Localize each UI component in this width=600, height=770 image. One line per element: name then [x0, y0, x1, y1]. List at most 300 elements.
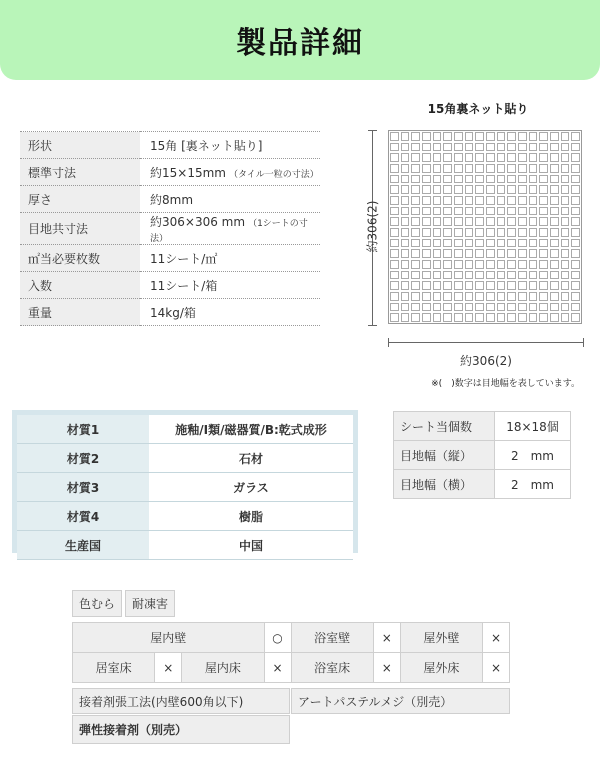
- usage-mark: ×: [264, 653, 291, 683]
- tile-cell: [411, 132, 420, 141]
- tile-cell: [550, 153, 559, 162]
- tile-cell: [539, 260, 548, 269]
- material-row: [17, 473, 353, 502]
- material-value: 施釉/I類/磁器質/B:乾式成形: [149, 415, 353, 444]
- tile-cell: [561, 303, 570, 312]
- tile-cell: [561, 132, 570, 141]
- tile-cell: [561, 207, 570, 216]
- tile-cell: [422, 143, 431, 152]
- spec-value: 11シート/箱: [140, 272, 320, 299]
- tile-cell: [465, 228, 474, 237]
- spec-row: [20, 272, 320, 299]
- adhesive-product: アートパステルメジ（別売）: [291, 688, 510, 714]
- tile-cell: [411, 153, 420, 162]
- tile-cell: [411, 228, 420, 237]
- tile-cell: [454, 281, 463, 290]
- usage-mark: ×: [483, 653, 510, 683]
- tile-cell: [443, 132, 452, 141]
- tile-cell: [454, 153, 463, 162]
- tile-cell: [475, 132, 484, 141]
- tile-cell: [550, 143, 559, 152]
- material-row: [17, 502, 353, 531]
- tile-cell: [390, 207, 399, 216]
- tile-cell: [518, 271, 527, 280]
- tile-cell: [443, 196, 452, 205]
- tile-cell: [486, 239, 495, 248]
- tile-cell: [475, 175, 484, 184]
- tile-cell: [465, 196, 474, 205]
- tile-cell: [529, 249, 538, 258]
- tile-cell: [390, 175, 399, 184]
- tile-cell: [550, 313, 559, 322]
- spec-label: 入数: [20, 272, 140, 299]
- tile-cell: [486, 207, 495, 216]
- tile-cell: [443, 313, 452, 322]
- tile-cell: [465, 271, 474, 280]
- material-label: 材質1: [17, 415, 149, 444]
- spec-note: （1シートの寸法）: [150, 219, 308, 244]
- tile-cell: [539, 249, 548, 258]
- tile-cell: [401, 228, 410, 237]
- tile-cell: [486, 175, 495, 184]
- usage-mark: ×: [483, 623, 510, 653]
- elastic-adhesive: 弾性接着剤（別売）: [72, 715, 290, 744]
- tile-cell: [550, 164, 559, 173]
- tile-cell: [390, 143, 399, 152]
- tile-cell: [561, 249, 570, 258]
- tile-cell: [518, 228, 527, 237]
- tile-cell: [497, 249, 506, 258]
- tile-cell: [411, 217, 420, 226]
- tile-cell: [529, 239, 538, 248]
- tile-cell: [550, 217, 559, 226]
- tile-cell: [454, 217, 463, 226]
- tile-cell: [518, 303, 527, 312]
- tile-cell: [539, 196, 548, 205]
- spec-row: [20, 213, 320, 245]
- tile-cell: [465, 185, 474, 194]
- tile-cell: [497, 228, 506, 237]
- tile-cell: [401, 196, 410, 205]
- tile-cell: [454, 303, 463, 312]
- tile-cell: [390, 281, 399, 290]
- tile-cell: [561, 271, 570, 280]
- usage-table: [72, 622, 510, 683]
- tile-cell: [497, 239, 506, 248]
- tile-cell: [539, 217, 548, 226]
- tile-cell: [422, 153, 431, 162]
- tile-cell: [475, 143, 484, 152]
- tile-cell: [433, 271, 442, 280]
- tile-cell: [422, 271, 431, 280]
- tile-cell: [422, 175, 431, 184]
- tile-cell: [507, 164, 516, 173]
- tile-cell: [497, 217, 506, 226]
- tile-cell: [571, 313, 580, 322]
- tile-cell: [475, 217, 484, 226]
- tile-cell: [443, 153, 452, 162]
- usage-mark: ×: [155, 653, 182, 683]
- tile-cell: [443, 185, 452, 194]
- tile-cell: [475, 292, 484, 301]
- spec-value: 約15×15mm （タイル一粒の寸法）: [140, 159, 320, 186]
- tile-cell: [486, 281, 495, 290]
- tile-cell: [497, 281, 506, 290]
- tile-cell: [497, 153, 506, 162]
- tile-cell: [390, 313, 399, 322]
- tile-cell: [390, 196, 399, 205]
- tile-cell: [411, 292, 420, 301]
- tile-cell: [497, 196, 506, 205]
- tile-cell: [433, 260, 442, 269]
- tile-cell: [529, 185, 538, 194]
- material-value: 樹脂: [149, 502, 353, 531]
- tile-cell: [443, 175, 452, 184]
- material-row: [17, 444, 353, 473]
- tile-cell: [422, 292, 431, 301]
- tile-cell: [465, 143, 474, 152]
- spec-label: 標準寸法: [20, 159, 140, 186]
- spec-value: 11シート/㎡: [140, 245, 320, 272]
- tile-cell: [550, 132, 559, 141]
- tile-cell: [518, 313, 527, 322]
- page-title: 製品詳細: [236, 26, 364, 61]
- tile-cell: [422, 228, 431, 237]
- sheet-label: 目地幅（縦）: [394, 441, 495, 470]
- tile-cell: [571, 249, 580, 258]
- tile-cell: [529, 303, 538, 312]
- tile-cell: [411, 281, 420, 290]
- tile-cell: [411, 143, 420, 152]
- tile-cell: [518, 207, 527, 216]
- tile-cell: [433, 313, 442, 322]
- tile-cell: [529, 260, 538, 269]
- tile-cell: [443, 303, 452, 312]
- tile-cell: [465, 164, 474, 173]
- tile-cell: [422, 249, 431, 258]
- tile-cell: [561, 217, 570, 226]
- tile-cell: [497, 143, 506, 152]
- tile-cell: [561, 313, 570, 322]
- sheet-value: 18×18個: [495, 412, 571, 441]
- tile-cell: [454, 228, 463, 237]
- tile-cell: [465, 281, 474, 290]
- tile-cell: [497, 185, 506, 194]
- material-row: [17, 531, 353, 560]
- tile-cell: [529, 153, 538, 162]
- sheet-label: シート当個数: [394, 412, 495, 441]
- tile-cell: [475, 271, 484, 280]
- tile-cell: [550, 207, 559, 216]
- tile-cell: [486, 153, 495, 162]
- tile-cell: [550, 260, 559, 269]
- tile-cell: [433, 239, 442, 248]
- tile-cell: [422, 303, 431, 312]
- tile-cell: [529, 196, 538, 205]
- tile-cell: [454, 239, 463, 248]
- tile-cell: [507, 313, 516, 322]
- tile-cell: [390, 132, 399, 141]
- spec-label: 重量: [20, 299, 140, 326]
- tile-cell: [433, 132, 442, 141]
- tile-cell: [465, 207, 474, 216]
- tile-cell: [539, 281, 548, 290]
- tile-cell: [422, 185, 431, 194]
- tile-cell: [561, 143, 570, 152]
- tile-cell: [475, 185, 484, 194]
- tile-cell: [422, 239, 431, 248]
- material-value: ガラス: [149, 473, 353, 502]
- tile-cell: [401, 260, 410, 269]
- tile-cell: [539, 292, 548, 301]
- tile-cell: [433, 303, 442, 312]
- tile-cell: [433, 143, 442, 152]
- tile-cell: [529, 175, 538, 184]
- tile-cell: [465, 313, 474, 322]
- tile-cell: [443, 164, 452, 173]
- tile-cell: [486, 164, 495, 173]
- tile-cell: [465, 303, 474, 312]
- tile-cell: [454, 292, 463, 301]
- tile-cell: [475, 303, 484, 312]
- tile-cell: [401, 239, 410, 248]
- spec-value: 約8mm: [140, 186, 320, 213]
- tile-cell: [507, 132, 516, 141]
- tile-cell: [507, 303, 516, 312]
- spec-label: ㎡当必要枚数: [20, 245, 140, 272]
- tile-cell: [475, 281, 484, 290]
- tile-cell: [433, 185, 442, 194]
- tile-cell: [571, 228, 580, 237]
- tile-cell: [401, 281, 410, 290]
- tile-cell: [518, 185, 527, 194]
- tile-cell: [422, 313, 431, 322]
- width-dimension-line: [388, 342, 584, 343]
- tile-cell: [443, 249, 452, 258]
- tile-cell: [529, 292, 538, 301]
- diagram-title: 15角裏ネット貼り: [427, 102, 529, 116]
- tile-cell: [411, 303, 420, 312]
- tile-cell: [571, 164, 580, 173]
- tile-cell: [529, 132, 538, 141]
- material-panel: [12, 410, 358, 553]
- usage-row: [73, 623, 510, 653]
- tile-cell: [518, 164, 527, 173]
- tile-cell: [390, 228, 399, 237]
- tile-cell: [486, 185, 495, 194]
- tile-cell: [433, 292, 442, 301]
- tile-cell: [561, 281, 570, 290]
- tile-cell: [390, 153, 399, 162]
- tile-cell: [401, 271, 410, 280]
- sheet-label: 目地幅（横）: [394, 470, 495, 499]
- tile-cell: [390, 239, 399, 248]
- tile-cell: [411, 260, 420, 269]
- tile-cell: [571, 281, 580, 290]
- tile-cell: [454, 185, 463, 194]
- tile-cell: [539, 143, 548, 152]
- tile-cell: [497, 260, 506, 269]
- tile-cell: [454, 313, 463, 322]
- tile-cell: [411, 313, 420, 322]
- tile-cell: [571, 143, 580, 152]
- tile-cell: [529, 281, 538, 290]
- tile-cell: [443, 281, 452, 290]
- tile-cell: [422, 164, 431, 173]
- tile-cell: [454, 196, 463, 205]
- tile-cell: [475, 239, 484, 248]
- tile-cell: [561, 239, 570, 248]
- tile-cell: [539, 207, 548, 216]
- tile-cell: [401, 207, 410, 216]
- tile-cell: [561, 292, 570, 301]
- tile-cell: [422, 207, 431, 216]
- tile-cell: [571, 217, 580, 226]
- material-row: [17, 415, 353, 444]
- tile-cell: [443, 292, 452, 301]
- tile-cell: [422, 132, 431, 141]
- tile-cell: [443, 271, 452, 280]
- spec-value: 15角 [裏ネット貼り]: [140, 132, 320, 159]
- tile-cell: [539, 228, 548, 237]
- tile-cell: [454, 271, 463, 280]
- material-value: 石材: [149, 444, 353, 473]
- tile-cell: [539, 239, 548, 248]
- tile-cell: [422, 260, 431, 269]
- usage-label: 居室床: [73, 653, 155, 683]
- tile-cell: [401, 313, 410, 322]
- tile-cell: [486, 303, 495, 312]
- tile-cell: [411, 207, 420, 216]
- tile-cell: [571, 153, 580, 162]
- joint-width-note: ※( )数字は目地幅を表しています。: [431, 379, 580, 389]
- tile-cell: [486, 260, 495, 269]
- tile-cell: [507, 175, 516, 184]
- tile-cell: [561, 185, 570, 194]
- tile-cell: [465, 153, 474, 162]
- tile-cell: [475, 207, 484, 216]
- tile-cell: [390, 292, 399, 301]
- tile-cell: [401, 217, 410, 226]
- tile-cell: [433, 164, 442, 173]
- tile-cell: [550, 249, 559, 258]
- material-value: 中国: [149, 531, 353, 560]
- tile-cell: [475, 313, 484, 322]
- tile-cell: [539, 164, 548, 173]
- tile-cell: [550, 281, 559, 290]
- material-table: [17, 415, 353, 560]
- tile-cell: [497, 271, 506, 280]
- tile-cell: [443, 239, 452, 248]
- tile-cell: [411, 164, 420, 173]
- tile-cell: [465, 175, 474, 184]
- tile-cell: [561, 228, 570, 237]
- tile-cell: [465, 132, 474, 141]
- tile-cell: [571, 260, 580, 269]
- tile-cell: [454, 132, 463, 141]
- material-label: 材質2: [17, 444, 149, 473]
- tile-cell: [497, 164, 506, 173]
- tile-cell: [497, 175, 506, 184]
- tile-cell: [443, 217, 452, 226]
- tile-cell: [529, 217, 538, 226]
- tile-cell: [518, 196, 527, 205]
- sheet-row: [394, 441, 571, 470]
- sheet-value: 2 mm: [495, 470, 571, 499]
- tile-cell: [507, 196, 516, 205]
- tile-cell: [529, 164, 538, 173]
- tile-cell: [443, 207, 452, 216]
- tile-cell: [411, 249, 420, 258]
- tile-cell: [475, 249, 484, 258]
- tile-cell: [571, 132, 580, 141]
- tile-cell: [550, 196, 559, 205]
- spec-row: [20, 132, 320, 159]
- spec-row: [20, 186, 320, 213]
- tile-cell: [561, 164, 570, 173]
- tile-cell: [497, 132, 506, 141]
- tile-cell: [550, 185, 559, 194]
- tile-cell: [518, 239, 527, 248]
- tile-cell: [518, 153, 527, 162]
- material-label: 材質4: [17, 502, 149, 531]
- tile-cell: [550, 303, 559, 312]
- tile-cell: [539, 313, 548, 322]
- tile-cell: [507, 249, 516, 258]
- adhesive-method: 接着剤張工法(内壁600角以下): [72, 688, 290, 714]
- tile-cell: [571, 196, 580, 205]
- tile-cell: [507, 260, 516, 269]
- tile-cell: [443, 260, 452, 269]
- tile-cell: [401, 303, 410, 312]
- tile-cell: [486, 196, 495, 205]
- usage-label: 屋内床: [182, 653, 264, 683]
- tile-cell: [561, 196, 570, 205]
- tile-cell: [571, 175, 580, 184]
- tile-cell: [518, 175, 527, 184]
- tile-cell: [497, 207, 506, 216]
- tile-sheet-diagram: [388, 130, 582, 324]
- spec-note: （タイル一粒の寸法）: [228, 169, 319, 180]
- spec-label: 形状: [20, 132, 140, 159]
- tile-cell: [422, 217, 431, 226]
- tile-cell: [401, 164, 410, 173]
- tile-cell: [539, 175, 548, 184]
- tile-cell: [486, 271, 495, 280]
- title-banner: [0, 0, 600, 80]
- tile-cell: [507, 239, 516, 248]
- usage-row: [73, 653, 510, 683]
- tile-cell: [561, 175, 570, 184]
- tile-cell: [422, 281, 431, 290]
- material-label: 生産国: [17, 531, 149, 560]
- tile-cell: [411, 239, 420, 248]
- tile-cell: [507, 281, 516, 290]
- tile-cell: [390, 164, 399, 173]
- tile-cell: [539, 153, 548, 162]
- tile-cell: [465, 249, 474, 258]
- tile-cell: [486, 132, 495, 141]
- tile-cell: [518, 281, 527, 290]
- tile-cell: [475, 196, 484, 205]
- tile-cell: [550, 239, 559, 248]
- tile-cell: [571, 292, 580, 301]
- tile-cell: [454, 164, 463, 173]
- tile-cell: [507, 143, 516, 152]
- tile-cell: [454, 260, 463, 269]
- tile-cell: [433, 281, 442, 290]
- tile-cell: [390, 217, 399, 226]
